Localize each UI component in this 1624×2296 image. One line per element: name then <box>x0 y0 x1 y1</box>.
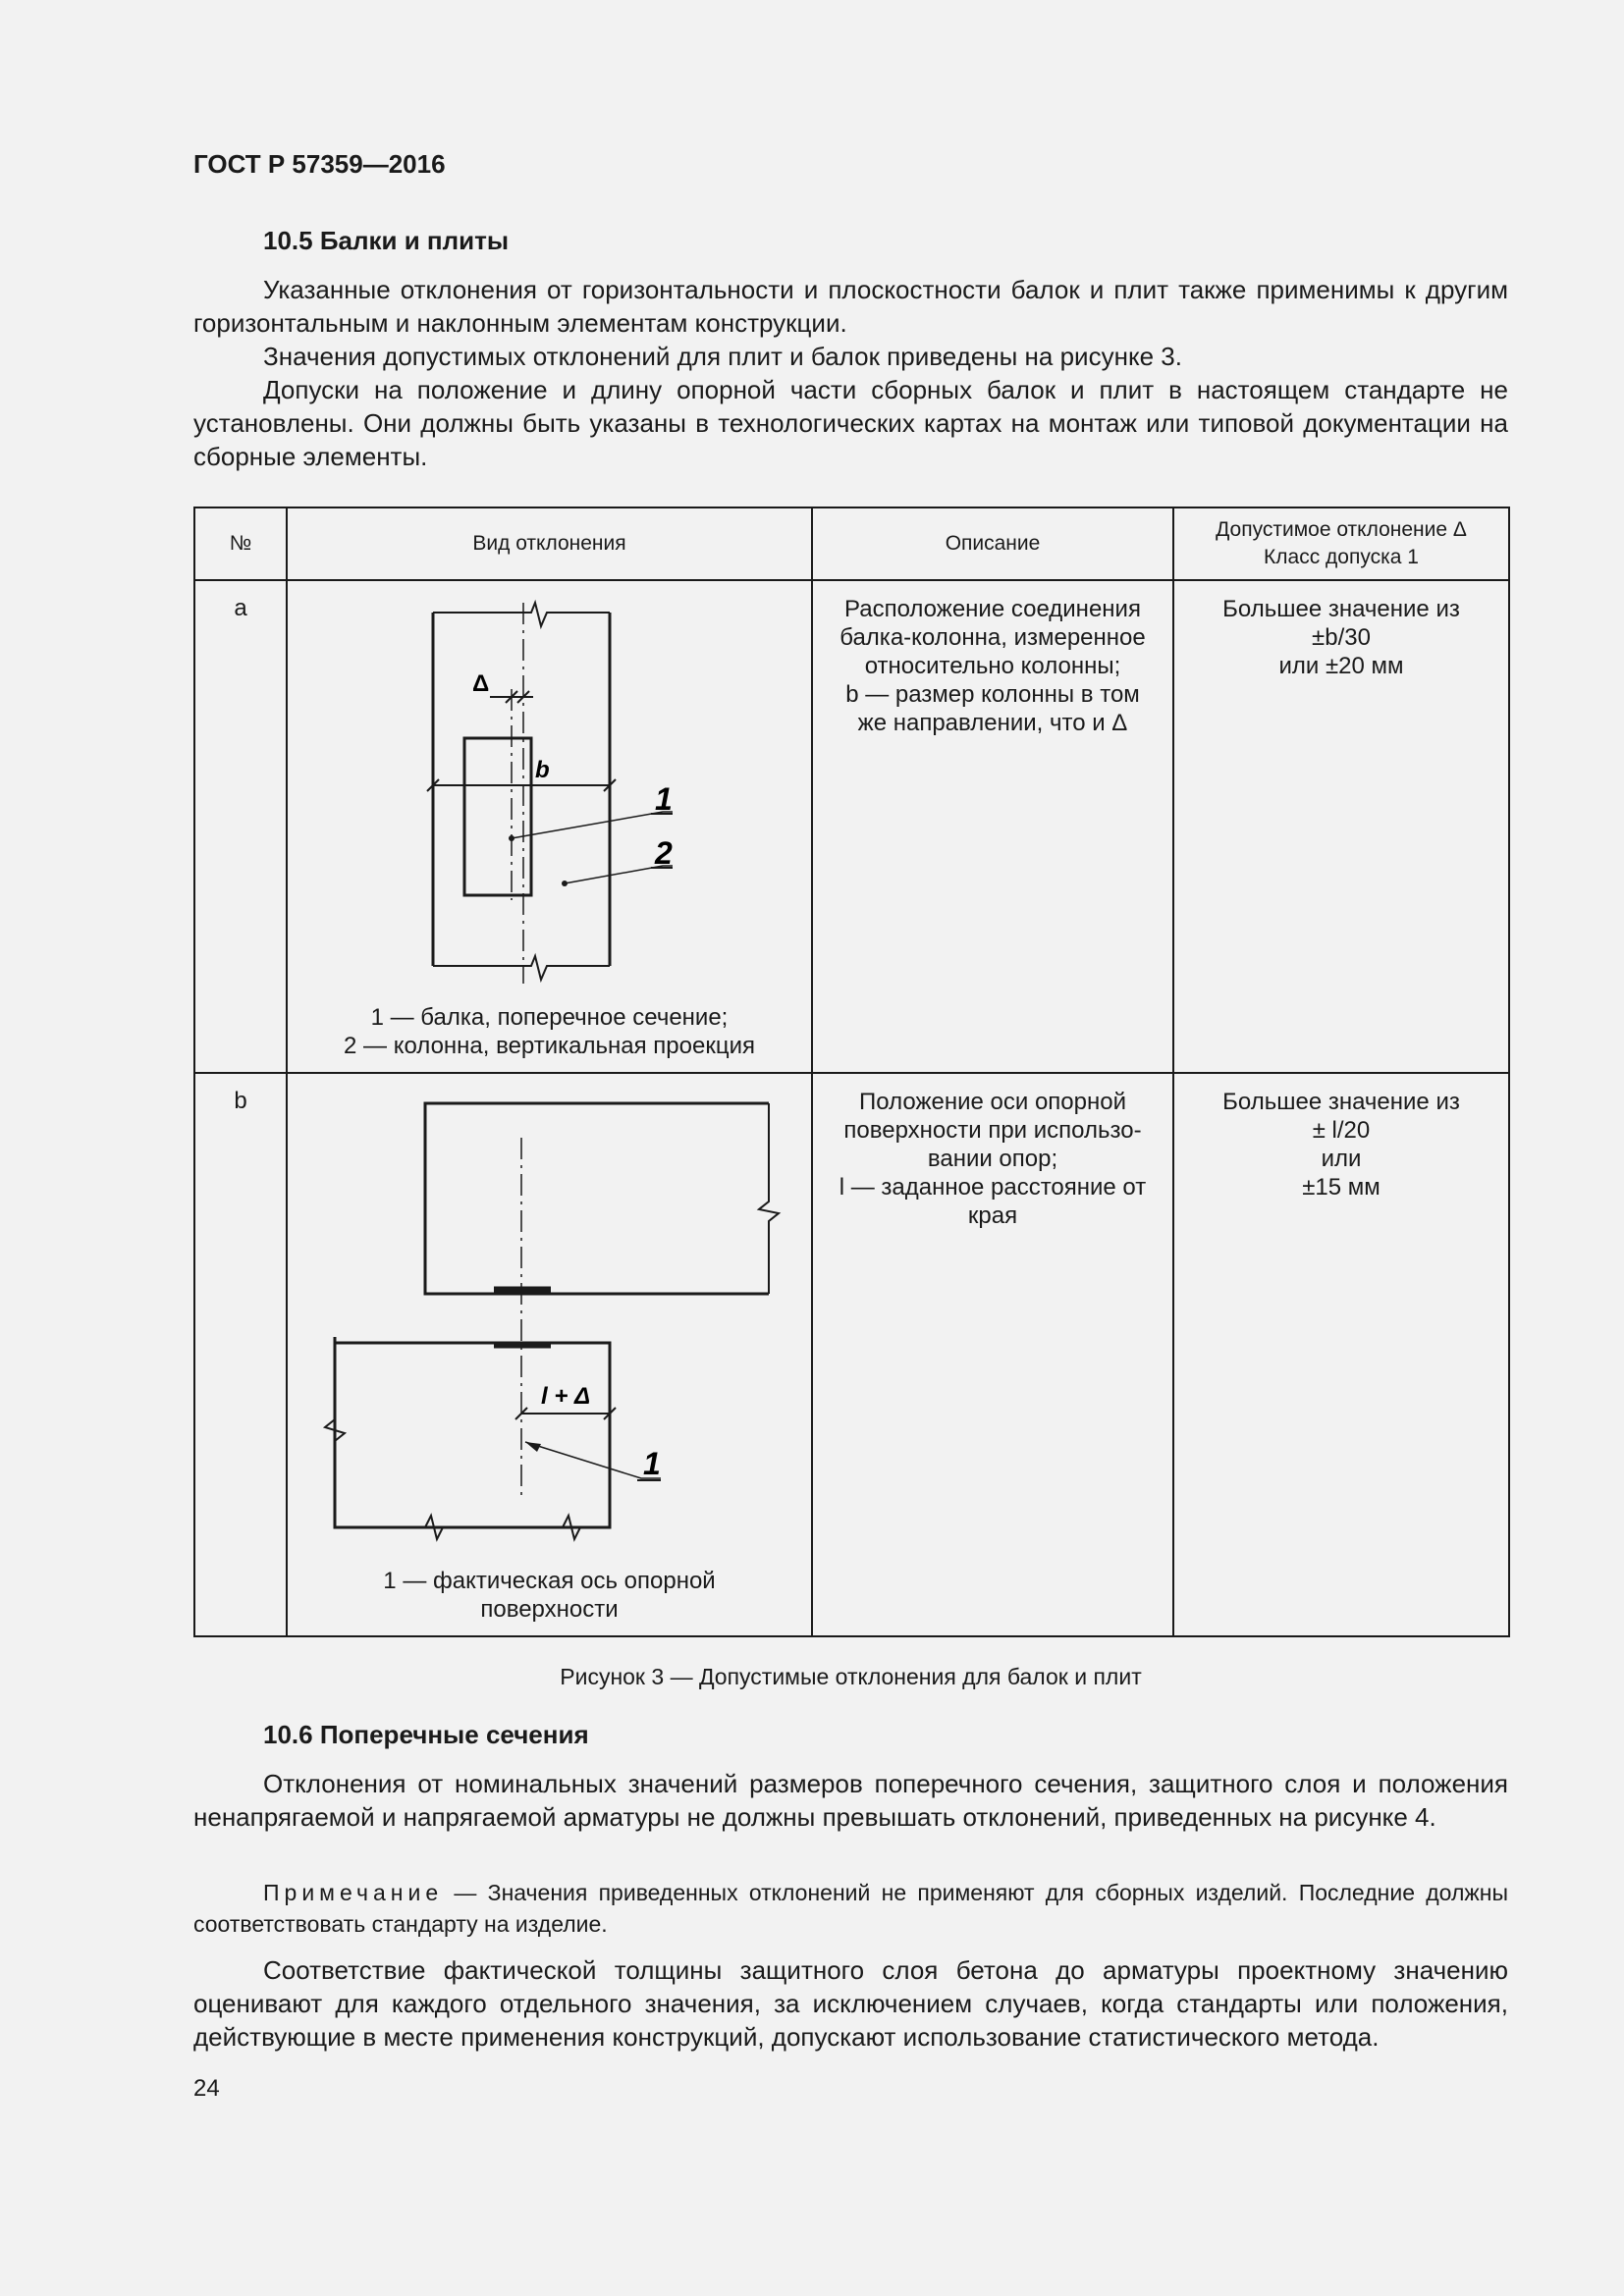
section-10-6-paragraph-1: Отклонения от номинальных значений размеров поперечного сечения, защитного слоя и положения ненапрягаемой и напрягаемой арматуры не должны превышать отклонений, приведенных на рисунке 4. <box>193 1769 1508 1832</box>
header-deviation-type: Вид отклонения <box>287 507 812 580</box>
row-b-description-line: поверхности при использо- <box>843 1117 1142 1144</box>
beam-section <box>464 738 531 895</box>
row-b-legend-line-1: 1 — фактическая ось опорной <box>383 1568 716 1594</box>
row-a-description-line: Расположение соединения <box>844 596 1141 622</box>
column-top-break-line <box>433 603 610 626</box>
row-a-legend-line-2: 2 — колонна, вертикальная проекция <box>344 1033 755 1059</box>
section-10-5-paragraph-2: Значения допустимых отклонений для плит и балок приведены на рисунке 3. <box>263 342 1182 371</box>
beam-column-drawing <box>288 581 813 1072</box>
header-tolerance-line-2: Класс допуска 1 <box>1264 546 1419 568</box>
row-b-description-line: Положение оси опорной <box>859 1089 1126 1115</box>
document-code-header: ГОСТ Р 57359—2016 <box>193 149 446 179</box>
section-10-6-note <box>193 1877 1508 1940</box>
row-b-tolerance-line: ±15 мм <box>1302 1174 1380 1201</box>
section-10-5-paragraph-1: Указанные отклонения от горизонтальности и плоскостности балок и плит также применимы к другим горизонтальным и наклонным элементам конструкции. <box>193 275 1508 338</box>
header-description: Описание <box>812 507 1173 580</box>
delta-label: Δ <box>472 670 490 697</box>
header-number: № <box>194 507 287 580</box>
row-a-description-line: b — размер колонны в том <box>845 681 1140 708</box>
note-text: — Значения приведенных отклонений не применяют для сборных изделий. Последние должны соответствовать стандарту на изделие. <box>193 1880 1508 1937</box>
row-b-description-line: края <box>967 1202 1018 1229</box>
row-a-tolerance-line: Большее значение из <box>1222 596 1460 622</box>
header-tolerance-line-1: Допустимое отклонение Δ <box>1216 518 1467 541</box>
note-label: Примечание <box>263 1880 444 1905</box>
column-bottom-break-line <box>433 956 610 980</box>
row-a-description-line: относительно колонны; <box>864 653 1121 679</box>
figure-3-table <box>193 507 1510 1637</box>
row-a-tolerance <box>1173 580 1509 1073</box>
row-b-number: b <box>194 1073 287 1636</box>
lower-element-outline <box>335 1337 610 1527</box>
row-b-description-line: l — заданное расстояние от <box>839 1174 1147 1201</box>
row-a-description <box>812 580 1173 1073</box>
row-b-description-line: вании опор; <box>927 1146 1058 1172</box>
upper-beam-outline <box>425 1103 769 1294</box>
callout-1-label-b: 1 <box>643 1446 661 1481</box>
figure-caption: Рисунок 3 — Допустимые отклонения для балок и плит <box>560 1664 1142 1689</box>
row-b-tolerance-line: Большее значение из <box>1222 1089 1460 1115</box>
row-a-tolerance-line: или ±20 мм <box>1278 653 1404 679</box>
row-b-legend <box>288 1567 811 1624</box>
row-a-number: a <box>194 580 287 1073</box>
section-10-5-title: 10.5 Балки и плиты <box>263 226 510 255</box>
b-label: b <box>535 757 550 783</box>
row-a-description-line: же направлении, что и Δ <box>857 710 1128 736</box>
l-plus-delta-label: l + Δ <box>541 1383 591 1410</box>
section-10-5-paragraph-3: Допуски на положение и длину опорной части сборных балок и плит в настоящем стандарте не установлены. Они должны быть указаны в технологических картах на монтаж или типовой документации на сборные элементы. <box>193 375 1508 471</box>
section-10-6-paragraph-2: Соответствие фактической толщины защитного слоя бетона до арматуры проектному значению оценивают для каждого отдельного значения, за исключением случаев, когда стандарты или положения, действующие в месте применения конструкций, допускают использование статистического метода. <box>193 1955 1508 2052</box>
callout-1-label: 1 <box>655 781 673 817</box>
beam-support-drawing <box>288 1074 813 1635</box>
row-b-drawing-cell <box>287 1073 812 1636</box>
row-b-legend-line-2: поверхности <box>480 1596 619 1623</box>
row-a-description-line: балка-колонна, измеренное <box>839 624 1146 651</box>
row-a-legend-line-1: 1 — балка, поперечное сечение; <box>370 1004 729 1031</box>
row-a-tolerance-line: ±b/30 <box>1312 624 1371 651</box>
row-b-tolerance-line: ± l/20 <box>1312 1117 1371 1144</box>
row-b-tolerance-line: или <box>1321 1146 1362 1172</box>
table-row <box>194 580 1509 1073</box>
header-tolerance <box>1173 507 1509 580</box>
row-a-legend <box>288 1003 811 1060</box>
page-number: 24 <box>193 2075 220 2102</box>
upper-beam-break-line <box>759 1103 779 1294</box>
row-a-drawing-cell <box>287 580 812 1073</box>
table-row <box>194 1073 1509 1636</box>
row-b-tolerance <box>1173 1073 1509 1636</box>
section-10-6-title: 10.6 Поперечные сечения <box>263 1720 589 1749</box>
callout-1-leader-b <box>525 1442 661 1478</box>
callout-2-label: 2 <box>655 835 673 871</box>
row-b-description <box>812 1073 1173 1636</box>
callout-1-leader <box>512 812 673 838</box>
table-header-row <box>194 507 1509 580</box>
